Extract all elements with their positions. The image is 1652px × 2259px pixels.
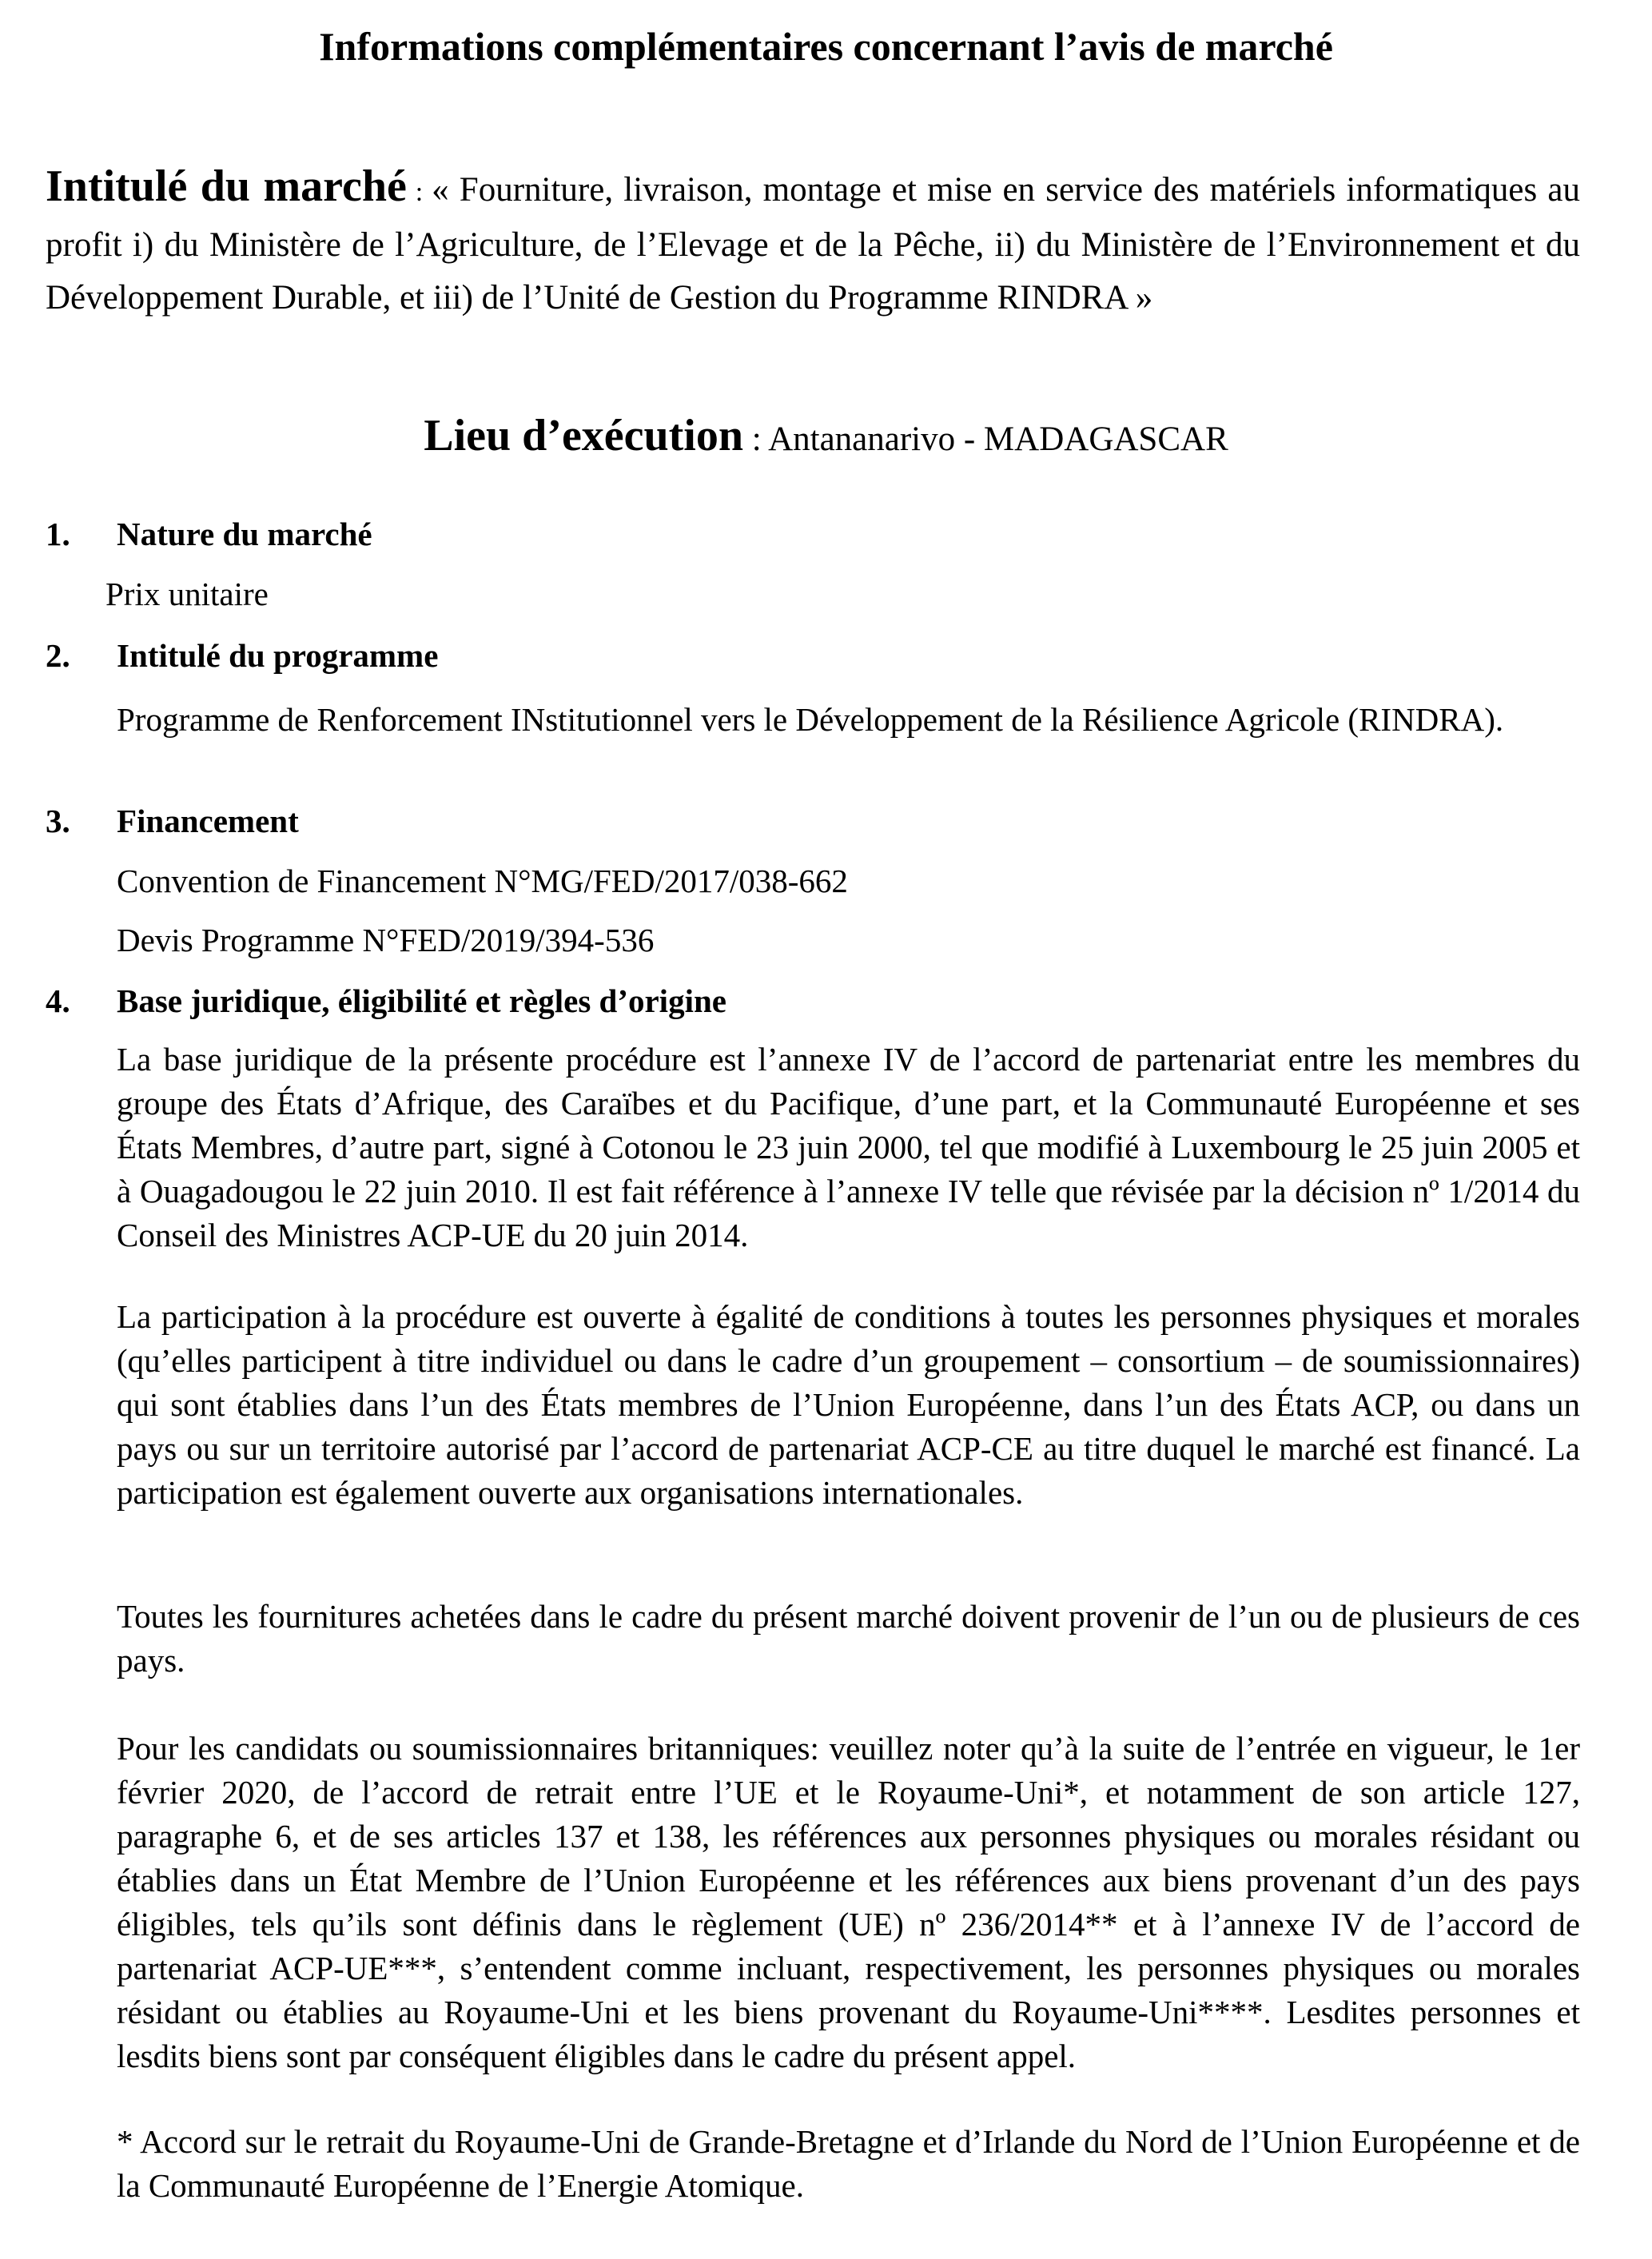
footnote: * Accord sur le retrait du Royaume-Uni de Grande-Bretagne et d’Irlande du Nord de l’Union Européenne et de la Communauté Européenne de l’Energie Atomique. — [117, 2123, 1580, 2204]
execution-place-block — [0, 408, 1652, 468]
contract-title-text: « Fourniture, livraison, montage et mise en service des matériels informatiques au profit i) du Ministère de l’Agriculture, de l’Elevage et de la Pêche, ii) du Ministère de l’Environnement et du Développement Durable, et iii) de l’Unité de Gestion du Programme RINDRA » — [46, 171, 1580, 317]
section-4-number: 4. — [46, 982, 70, 1019]
section-3-number: 3. — [46, 803, 70, 839]
contract-title-block — [46, 160, 1580, 325]
section-1-text: Prix unitaire — [105, 576, 269, 612]
section-4-paragraph-2: La participation à la procédure est ouverte à égalité de conditions à toutes les personnes physiques et morales (qu’elles participent à titre individuel ou dans le cadre d’un groupement – consortium – de soumissionnaires) qui sont établies dans l’un des États membres de l’Union Européenne, dans l’un des États ACP, ou dans un pays ou sur un territoire autorisé par l’accord de partenariat ACP-CE au titre duquel le marché est financé. La participation est également ouverte aux organisations internationales. — [117, 1298, 1580, 1511]
section-3-line-2: Devis Programme N°FED/2019/394-536 — [117, 922, 655, 958]
execution-place-label: Lieu d’exécution — [424, 411, 743, 460]
section-3-line-1: Convention de Financement N°MG/FED/2017/038-662 — [117, 863, 848, 899]
contract-title-label: Intitulé du marché — [46, 161, 407, 211]
section-4-paragraph-4: Pour les candidats ou soumissionnaires britanniques: veuillez noter qu’à la suite de l’entrée en vigueur, le 1er février 2020, de l’accord de retrait entre l’UE et le Royaume-Uni*, et notamment de son article 127, paragraphe 6, et de ses articles 137 et 138, les références aux personnes physiques ou morales résidant ou établies dans un État Membre de l’Union Européenne et les références aux biens provenant d’un des pays éligibles, tels qu’ils sont définis dans le règlement (UE) nº 236/2014** et à l’annexe IV de l’accord de partenariat ACP-UE***, s’entendent comme incluant, respectivement, les personnes physiques ou morales résidant ou établies au Royaume-Uni et les biens provenant du Royaume-Uni****. Lesdites personnes et lesdits biens sont par conséquent éligibles dans le cadre du présent appel. — [117, 1730, 1580, 2074]
execution-place-separator: : — [743, 420, 769, 458]
section-1-number: 1. — [46, 516, 70, 552]
section-2-number: 2. — [46, 637, 70, 674]
execution-place-value: Antananarivo - MADAGASCAR — [768, 420, 1228, 458]
section-3-title: Financement — [117, 803, 299, 839]
section-4-paragraph-3: Toutes les fournitures achetées dans le cadre du présent marché doivent provenir de l’un ou de plusieurs de ces pays. — [117, 1598, 1580, 1679]
section-4-paragraph-1: La base juridique de la présente procédure est l’annexe IV de l’accord de partenariat entre les membres du groupe des États d’Afrique, des Caraïbes et du Pacifique, d’une part, et la Communauté Européenne et ses États Membres, d’autre part, signé à Cotonou le 23 juin 2000, tel que modifié à Luxembourg le 25 juin 2005 et à Ouagadougou le 22 juin 2010. Il est fait référence à l’annexe IV telle que révisée par la décision nº 1/2014 du Conseil des Ministres ACP-UE du 20 juin 2014. — [117, 1041, 1580, 1253]
section-1-title: Nature du marché — [117, 516, 372, 552]
section-2-paragraph: Programme de Renforcement INstitutionnel vers le Développement de la Résilience Agricole (RINDRA). — [117, 701, 1504, 738]
contract-title-separator: : — [406, 177, 432, 207]
section-2-title: Intitulé du programme — [117, 637, 439, 674]
section-4-title: Base juridique, éligibilité et règles d’origine — [117, 982, 726, 1019]
document-title: Informations complémentaires concernant l’avis de marché — [319, 24, 1333, 69]
